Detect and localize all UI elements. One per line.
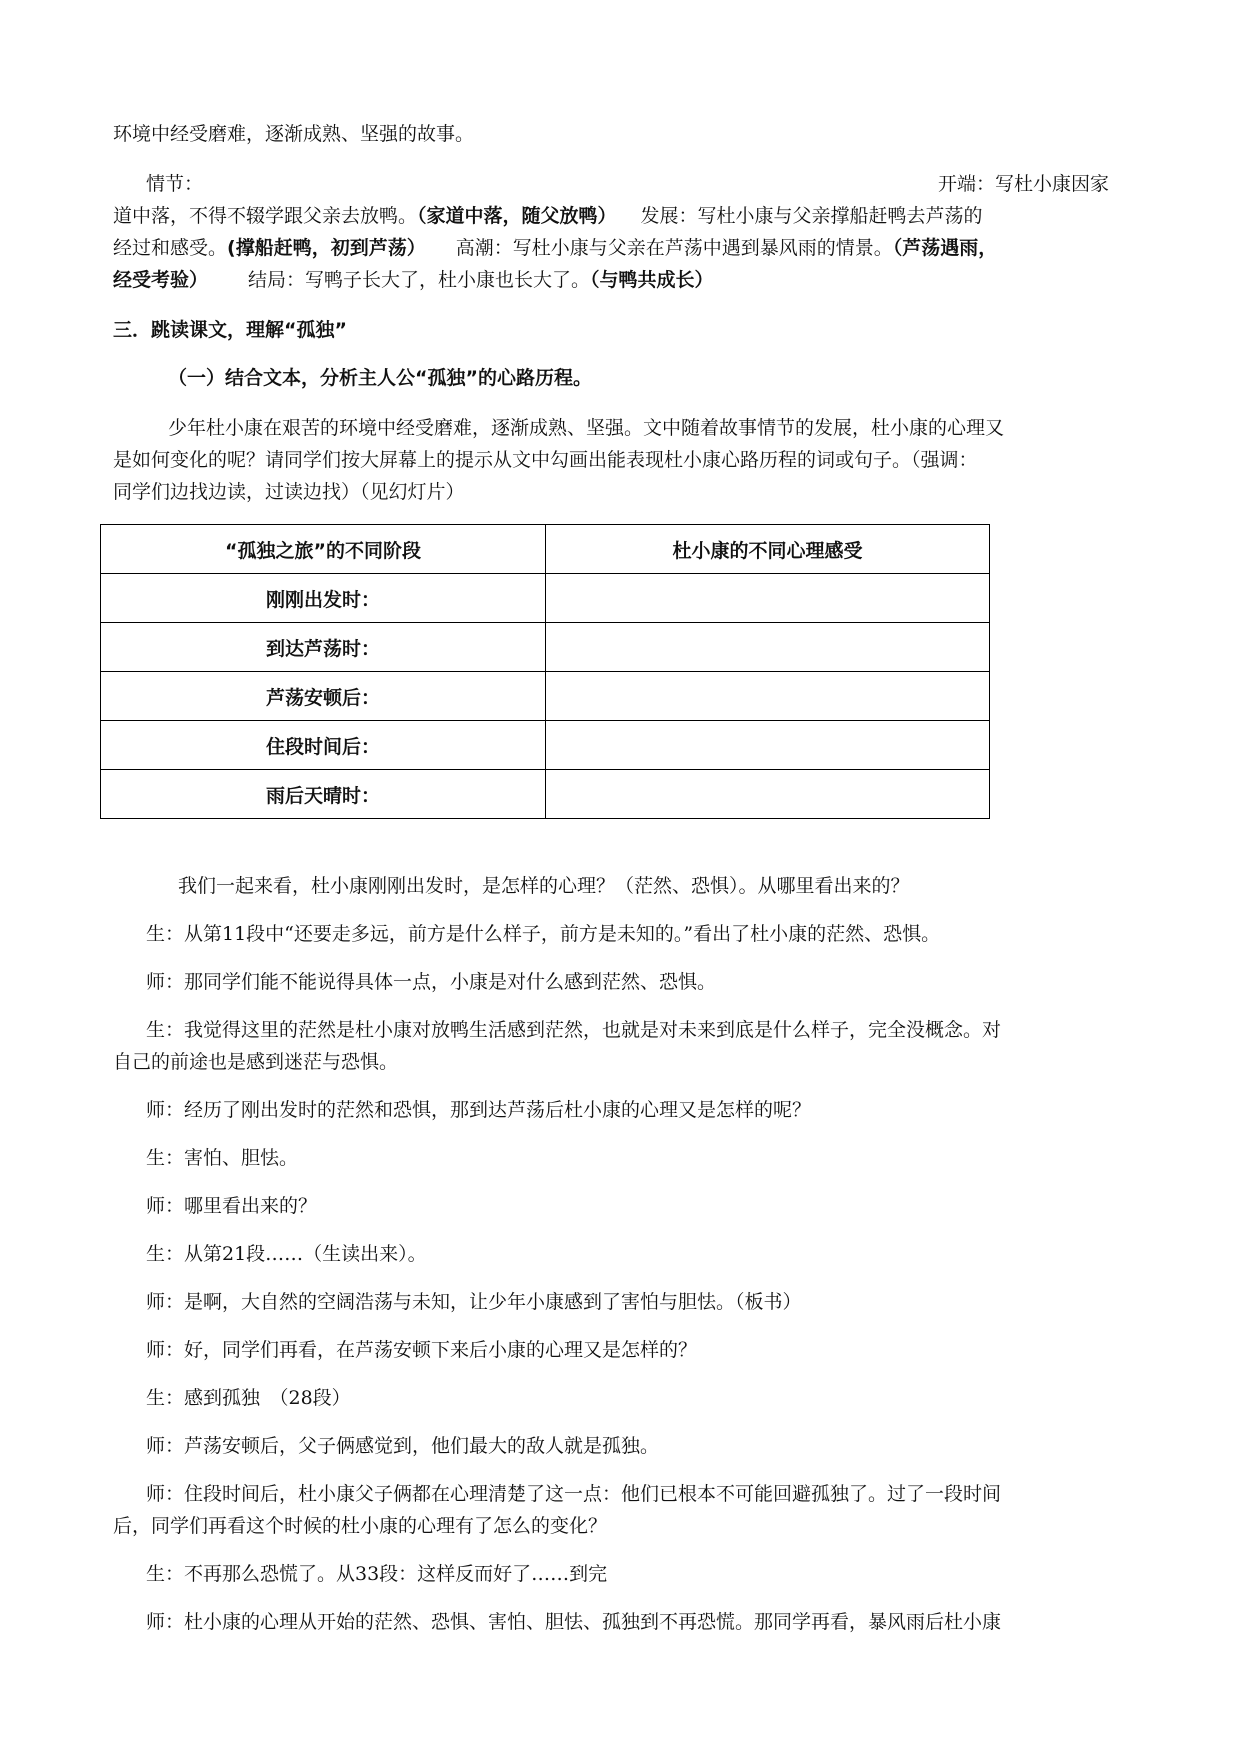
- dialogue-line: 我们一起来看，杜小康刚刚出发时，是怎样的心理？（茫然、恐惧）。从哪里看出来的？: [178, 875, 910, 897]
- plot-opening-cont: 道中落，不得不辍学跟父亲去放鸭。: [113, 205, 418, 227]
- table-cell-stage: 到达芦荡时：: [101, 623, 546, 672]
- plot-development: 发展：写杜小康与父亲撑船赶鸭去芦荡的: [640, 205, 983, 227]
- plot-ending-summary: （与鸭共成长）: [590, 269, 714, 291]
- dialogue-line: 师：芦荡安顿后，父子俩感觉到，他们最大的敌人就是孤独。: [146, 1435, 660, 1457]
- table-cell-feeling: [546, 770, 990, 819]
- dialogue-line: 师：杜小康的心理从开始的茫然、恐惧、害怕、胆怯、孤独到不再恐慌。那同学再看，暴风雨后杜小康: [146, 1611, 1002, 1633]
- table-row: [101, 574, 990, 623]
- table-cell-stage: 雨后天晴时：: [101, 770, 546, 819]
- table-cell-feeling: [546, 574, 990, 623]
- stages-table: [100, 524, 990, 819]
- plot-line-3: [113, 232, 997, 264]
- dialogue-line: 师：是啊，大自然的空阔浩荡与未知，让少年小康感到了害怕与胆怯。（板书）: [146, 1291, 802, 1313]
- dialogue-line: 师：哪里看出来的？: [146, 1195, 318, 1217]
- table-header-feeling: 杜小康的不同心理感受: [546, 525, 990, 574]
- table-header-stage: “孤独之旅”的不同阶段: [101, 525, 546, 574]
- table-row: [101, 721, 990, 770]
- dialogue-line: 自己的前途也是感到迷茫与恐惧。: [113, 1051, 399, 1073]
- intro-tail: 环境中经受磨难，逐渐成熟、坚强的故事。: [113, 123, 475, 145]
- plot-opening: 开端：写杜小康因家: [938, 173, 1110, 195]
- dialogue-line: 生：不再那么恐慌了。从33段：这样反而好了……到完: [146, 1563, 608, 1585]
- dialogue-line: 师：经历了刚出发时的茫然和恐惧，那到达芦荡后杜小康的心理又是怎样的呢？: [146, 1099, 812, 1121]
- dialogue-line: 生：我觉得这里的茫然是杜小康对放鸭生活感到茫然，也就是对未来到底是什么样子，完全没概念。对: [146, 1019, 1002, 1041]
- table-row: [101, 672, 990, 721]
- plot-climax-summary: （芦荡遇雨，: [892, 237, 998, 259]
- plot-label: 情节：: [146, 173, 204, 195]
- dialogue-line: 生：害怕、胆怯。: [146, 1147, 299, 1169]
- plot-climax-summary-cont: 经受考验）: [113, 269, 209, 291]
- table-row: [101, 770, 990, 819]
- table-cell-feeling: [546, 721, 990, 770]
- plot-line-2: [113, 200, 983, 232]
- plot-ending: 结局：写鸭子长大了，杜小康也长大了。: [248, 269, 591, 291]
- dialogue-line: 生：感到孤独 （28段）: [146, 1387, 351, 1409]
- dialogue-line: 师：好，同学们再看，在芦荡安顿下来后小康的心理又是怎样的？: [146, 1339, 698, 1361]
- subsection-1-title: （一）结合文本，分析主人公“孤独”的心路历程。: [168, 367, 592, 389]
- section-3-title: 三．跳读课文，理解“孤独”: [113, 319, 347, 341]
- plot-opening-summary: （家道中落，随父放鸭）: [417, 205, 617, 227]
- table-cell-feeling: [546, 623, 990, 672]
- dialogue-line: 生：从第21段……（生读出来）。: [146, 1243, 427, 1265]
- dialogue-line: 后，同学们再看这个时候的杜小康的心理有了怎么的变化？: [113, 1515, 608, 1537]
- plot-development-cont: 经过和感受。: [113, 237, 228, 259]
- table-cell-stage: 刚刚出发时：: [101, 574, 546, 623]
- paragraph-line-2: 是如何变化的呢？请同学们按大屏幕上的提示从文中勾画出能表现杜小康心路历程的词或句子。（强调：: [113, 449, 978, 471]
- dialogue-line: 师：那同学们能不能说得具体一点，小康是对什么感到茫然、恐惧。: [146, 971, 717, 993]
- plot-line-4: [113, 264, 714, 296]
- table-row: [101, 623, 990, 672]
- dialogue-line: 生：从第11段中“还要走多远，前方是什么样子，前方是未知的。”看出了杜小康的茫然、恐惧。: [146, 923, 941, 945]
- plot-climax: 高潮：写杜小康与父亲在芦荡中遇到暴风雨的情景。: [455, 237, 893, 259]
- plot-development-summary: (撑船赶鸭，初到芦荡）: [227, 237, 426, 259]
- paragraph-line-1: 少年杜小康在艰苦的环境中经受磨难，逐渐成熟、坚强。文中随着故事情节的发展，杜小康的心理又: [168, 417, 1005, 439]
- table-header-row: [101, 525, 990, 574]
- table-cell-stage: 芦荡安顿后：: [101, 672, 546, 721]
- dialogue-line: 师：住段时间后，杜小康父子俩都在心理清楚了这一点：他们已根本不可能回避孤独了。过了一段时间: [146, 1483, 1002, 1505]
- paragraph-line-3: 同学们边找边读，过读边找）（见幻灯片）: [113, 481, 465, 503]
- table-cell-stage: 住段时间后：: [101, 721, 546, 770]
- table-cell-feeling: [546, 672, 990, 721]
